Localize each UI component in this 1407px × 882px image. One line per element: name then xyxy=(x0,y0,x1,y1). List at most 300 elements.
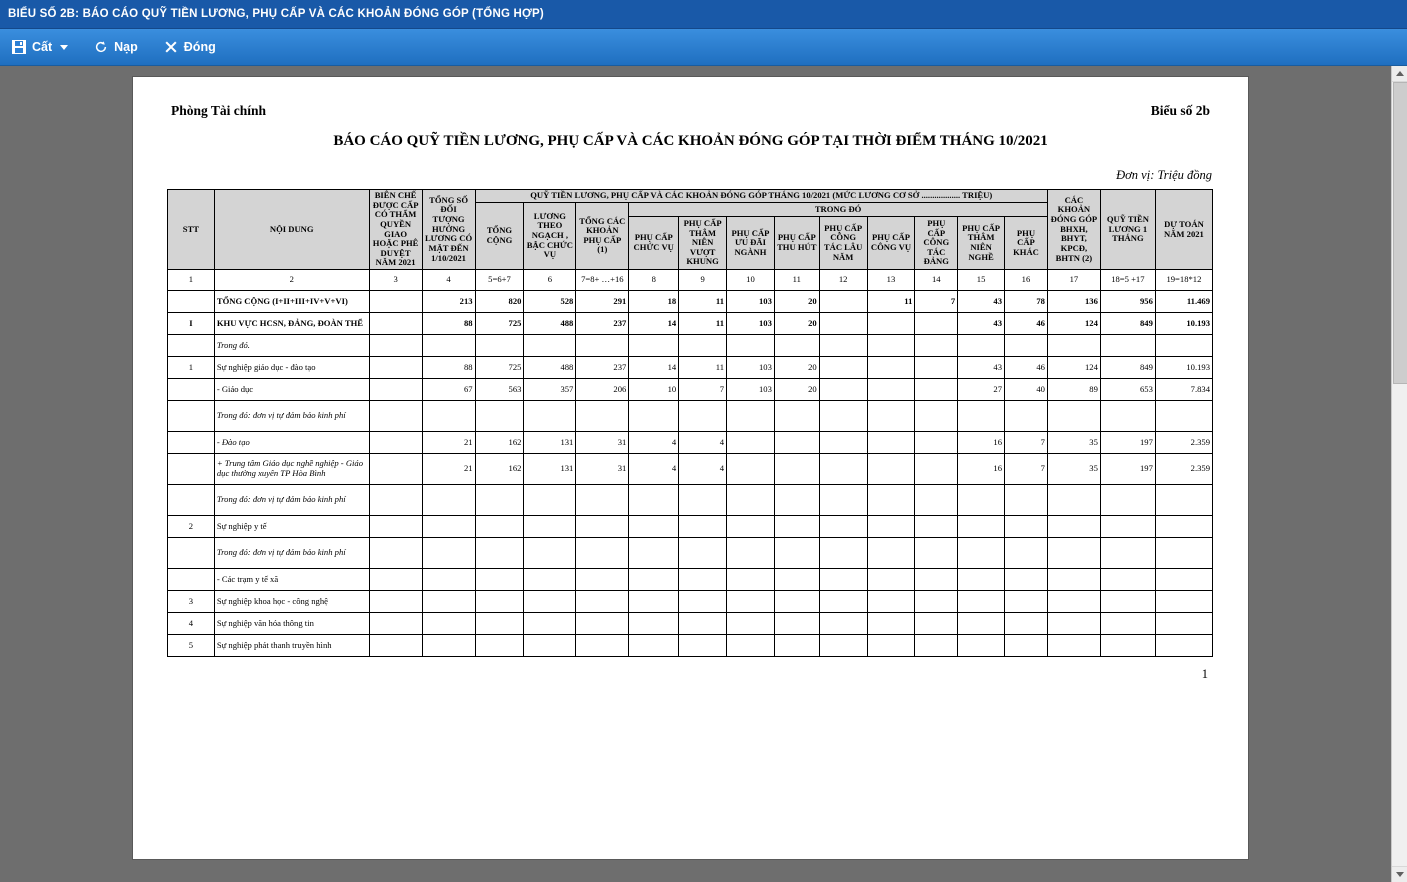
row-value-cell[interactable] xyxy=(679,569,727,591)
row-value-cell[interactable]: 11 xyxy=(679,291,727,313)
column-number-cell: 1 xyxy=(168,270,215,291)
row-value-cell[interactable] xyxy=(576,485,629,516)
save-icon xyxy=(12,40,26,54)
row-value-cell[interactable] xyxy=(774,485,819,516)
column-number-cell: 7=8+ …+16 xyxy=(576,270,629,291)
row-value-cell[interactable] xyxy=(576,401,629,432)
row-value-cell[interactable] xyxy=(524,635,576,657)
row-value-cell[interactable] xyxy=(369,357,422,379)
row-value-cell[interactable]: 103 xyxy=(727,357,775,379)
row-value-cell[interactable]: 16 xyxy=(958,454,1005,485)
row-value-cell[interactable] xyxy=(915,313,958,335)
row-value-cell[interactable] xyxy=(1100,335,1155,357)
row-value-cell[interactable] xyxy=(774,516,819,538)
row-value-cell[interactable] xyxy=(679,613,727,635)
row-value-cell[interactable] xyxy=(727,432,775,454)
row-value-cell[interactable] xyxy=(369,485,422,516)
row-value-cell[interactable]: 7 xyxy=(1005,454,1048,485)
row-value-cell[interactable] xyxy=(1047,335,1100,357)
th-pc-thu-hut: PHỤ CẤP THU HÚT xyxy=(774,217,819,270)
row-value-cell[interactable] xyxy=(629,516,679,538)
row-value-cell[interactable] xyxy=(1005,401,1048,432)
vertical-scrollbar[interactable] xyxy=(1391,66,1407,882)
row-value-cell[interactable] xyxy=(524,569,576,591)
row-value-cell[interactable] xyxy=(369,432,422,454)
column-number-cell: 19=18*12 xyxy=(1155,270,1212,291)
row-value-cell[interactable]: 11 xyxy=(679,313,727,335)
row-value-cell[interactable] xyxy=(958,591,1005,613)
th-quy-tien-luong-1-thang: QUỸ TIỀN LƯƠNG 1 THÁNG xyxy=(1100,190,1155,270)
row-value-cell[interactable]: 103 xyxy=(727,291,775,313)
row-value-cell[interactable]: 237 xyxy=(576,313,629,335)
row-value-cell[interactable] xyxy=(1100,591,1155,613)
th-pc-cong-vu: PHỤ CẤP CÔNG VỤ xyxy=(867,217,915,270)
scrollbar-thumb[interactable] xyxy=(1393,82,1407,384)
row-value-cell[interactable]: 10 xyxy=(629,379,679,401)
row-value-cell[interactable]: 4 xyxy=(629,432,679,454)
row-value-cell[interactable] xyxy=(629,485,679,516)
row-value-cell[interactable]: 11.469 xyxy=(1155,291,1212,313)
row-value-cell[interactable] xyxy=(1155,485,1212,516)
row-label: Trong đó: đơn vị tự đảm bảo kinh phí xyxy=(214,485,369,516)
table-row[interactable] xyxy=(168,291,1213,313)
row-value-cell[interactable] xyxy=(867,569,915,591)
chevron-down-icon[interactable] xyxy=(60,45,68,50)
th-cac-khoan-dong-gop: CÁC KHOẢN ĐÓNG GÓP BHXH, BHYT, KPCĐ, BHTN (2) xyxy=(1047,190,1100,270)
row-value-cell[interactable] xyxy=(369,454,422,485)
row-value-cell[interactable] xyxy=(774,401,819,432)
row-value-cell[interactable]: 653 xyxy=(1100,379,1155,401)
row-value-cell[interactable] xyxy=(915,538,958,569)
row-value-cell[interactable]: 197 xyxy=(1100,454,1155,485)
row-value-cell[interactable] xyxy=(475,613,524,635)
table-row[interactable] xyxy=(168,432,1213,454)
row-value-cell[interactable] xyxy=(819,613,867,635)
row-value-cell[interactable] xyxy=(369,291,422,313)
row-value-cell[interactable]: 40 xyxy=(1005,379,1048,401)
row-value-cell[interactable]: 206 xyxy=(576,379,629,401)
row-value-cell[interactable] xyxy=(915,635,958,657)
row-value-cell[interactable]: 124 xyxy=(1047,313,1100,335)
row-value-cell[interactable] xyxy=(576,335,629,357)
row-value-cell[interactable] xyxy=(1155,635,1212,657)
row-value-cell[interactable] xyxy=(867,454,915,485)
table-row[interactable] xyxy=(168,591,1213,613)
row-value-cell[interactable] xyxy=(422,591,475,613)
row-value-cell[interactable] xyxy=(1155,569,1212,591)
row-value-cell[interactable]: 131 xyxy=(524,432,576,454)
scroll-up-button[interactable] xyxy=(1392,66,1407,82)
row-value-cell[interactable] xyxy=(629,335,679,357)
row-value-cell[interactable]: 20 xyxy=(774,313,819,335)
row-value-cell[interactable] xyxy=(524,516,576,538)
row-value-cell[interactable] xyxy=(1155,335,1212,357)
row-value-cell[interactable] xyxy=(958,335,1005,357)
row-value-cell[interactable] xyxy=(819,635,867,657)
row-value-cell[interactable] xyxy=(422,538,475,569)
row-value-cell[interactable]: 725 xyxy=(475,357,524,379)
row-value-cell[interactable] xyxy=(1005,613,1048,635)
row-value-cell[interactable]: 35 xyxy=(1047,432,1100,454)
row-value-cell[interactable] xyxy=(1047,613,1100,635)
row-value-cell[interactable] xyxy=(422,401,475,432)
row-value-cell[interactable] xyxy=(774,635,819,657)
th-pc-tham-nien-vuot-khung: PHỤ CẤP THÂM NIÊN VƯỢT KHUNG xyxy=(679,217,727,270)
row-value-cell[interactable]: 20 xyxy=(774,291,819,313)
row-value-cell[interactable]: 31 xyxy=(576,432,629,454)
row-value-cell[interactable] xyxy=(867,357,915,379)
row-label: + Trung tâm Giáo dục nghề nghiệp - Giáo dục thường xuyên TP Hòa Bình xyxy=(214,454,369,485)
row-value-cell[interactable]: 563 xyxy=(475,379,524,401)
row-value-cell[interactable]: 11 xyxy=(679,357,727,379)
row-value-cell[interactable] xyxy=(524,538,576,569)
row-value-cell[interactable] xyxy=(524,613,576,635)
row-value-cell[interactable]: 357 xyxy=(524,379,576,401)
row-value-cell[interactable]: 528 xyxy=(524,291,576,313)
row-value-cell[interactable]: 4 xyxy=(629,454,679,485)
row-value-cell[interactable] xyxy=(369,613,422,635)
row-value-cell[interactable] xyxy=(867,613,915,635)
row-value-cell[interactable] xyxy=(915,335,958,357)
row-value-cell[interactable] xyxy=(1155,613,1212,635)
row-value-cell[interactable] xyxy=(576,569,629,591)
row-value-cell[interactable]: 956 xyxy=(1100,291,1155,313)
row-value-cell[interactable]: 43 xyxy=(958,313,1005,335)
row-value-cell[interactable] xyxy=(819,401,867,432)
row-value-cell[interactable] xyxy=(1100,401,1155,432)
row-value-cell[interactable] xyxy=(1005,538,1048,569)
row-value-cell[interactable]: 67 xyxy=(422,379,475,401)
row-value-cell[interactable] xyxy=(1100,485,1155,516)
row-value-cell[interactable]: 849 xyxy=(1100,313,1155,335)
row-value-cell[interactable] xyxy=(629,401,679,432)
row-value-cell[interactable] xyxy=(1155,538,1212,569)
row-value-cell[interactable] xyxy=(679,335,727,357)
row-value-cell[interactable] xyxy=(1100,538,1155,569)
row-value-cell[interactable] xyxy=(422,613,475,635)
row-value-cell[interactable] xyxy=(475,538,524,569)
row-value-cell[interactable] xyxy=(679,591,727,613)
row-value-cell[interactable]: 7.834 xyxy=(1155,379,1212,401)
row-value-cell[interactable] xyxy=(819,538,867,569)
save-button[interactable] xyxy=(6,36,74,58)
row-value-cell[interactable] xyxy=(1100,516,1155,538)
th-bien-che: BIÊN CHẾ ĐƯỢC CẤP CÓ THẨM QUYỀN GIAO HOẶC PHÊ DUYỆT NĂM 2021 xyxy=(369,190,422,270)
row-value-cell[interactable] xyxy=(629,591,679,613)
row-value-cell[interactable] xyxy=(369,401,422,432)
row-value-cell[interactable] xyxy=(679,635,727,657)
row-value-cell[interactable] xyxy=(867,313,915,335)
table-row[interactable] xyxy=(168,379,1213,401)
row-value-cell[interactable] xyxy=(774,335,819,357)
table-row[interactable] xyxy=(168,516,1213,538)
row-value-cell[interactable] xyxy=(369,313,422,335)
row-value-cell[interactable]: 131 xyxy=(524,454,576,485)
row-value-cell[interactable] xyxy=(958,613,1005,635)
row-value-cell[interactable] xyxy=(915,401,958,432)
row-value-cell[interactable] xyxy=(576,635,629,657)
row-value-cell[interactable] xyxy=(958,538,1005,569)
row-value-cell[interactable] xyxy=(958,569,1005,591)
row-value-cell[interactable] xyxy=(867,485,915,516)
row-value-cell[interactable] xyxy=(1047,569,1100,591)
row-value-cell[interactable] xyxy=(1005,516,1048,538)
row-value-cell[interactable] xyxy=(576,516,629,538)
row-value-cell[interactable] xyxy=(727,613,775,635)
window-title: BIỂU SỐ 2B: BÁO CÁO QUỸ TIỀN LƯƠNG, PHỤ CẤP VÀ CÁC KHOẢN ĐÓNG GÓP (TỔNG HỢP) xyxy=(8,8,544,20)
row-value-cell[interactable] xyxy=(867,591,915,613)
row-value-cell[interactable]: 237 xyxy=(576,357,629,379)
row-value-cell[interactable]: 10.193 xyxy=(1155,357,1212,379)
row-value-cell[interactable] xyxy=(422,335,475,357)
row-value-cell[interactable] xyxy=(629,569,679,591)
row-value-cell[interactable] xyxy=(1047,516,1100,538)
column-number-cell: 2 xyxy=(214,270,369,291)
row-value-cell[interactable] xyxy=(679,485,727,516)
row-value-cell[interactable] xyxy=(727,485,775,516)
row-value-cell[interactable] xyxy=(679,516,727,538)
row-value-cell[interactable] xyxy=(475,635,524,657)
row-value-cell[interactable] xyxy=(958,516,1005,538)
row-value-cell[interactable] xyxy=(727,635,775,657)
row-value-cell[interactable]: 2.359 xyxy=(1155,454,1212,485)
row-value-cell[interactable]: 11 xyxy=(867,291,915,313)
row-value-cell[interactable]: 21 xyxy=(422,432,475,454)
row-value-cell[interactable] xyxy=(1047,538,1100,569)
table-row[interactable] xyxy=(168,569,1213,591)
row-value-cell[interactable] xyxy=(727,335,775,357)
row-value-cell[interactable] xyxy=(422,569,475,591)
row-value-cell[interactable] xyxy=(774,538,819,569)
row-value-cell[interactable]: 18 xyxy=(629,291,679,313)
row-value-cell[interactable]: 20 xyxy=(774,357,819,379)
row-value-cell[interactable] xyxy=(369,591,422,613)
row-value-cell[interactable]: 136 xyxy=(1047,291,1100,313)
row-value-cell[interactable] xyxy=(915,432,958,454)
row-value-cell[interactable]: 46 xyxy=(1005,313,1048,335)
table-row[interactable] xyxy=(168,485,1213,516)
table-row[interactable] xyxy=(168,401,1213,432)
row-stt xyxy=(168,485,215,516)
scroll-down-button[interactable] xyxy=(1392,866,1407,882)
row-value-cell[interactable] xyxy=(475,335,524,357)
row-value-cell[interactable] xyxy=(576,613,629,635)
row-value-cell[interactable]: 7 xyxy=(679,379,727,401)
row-value-cell[interactable] xyxy=(867,516,915,538)
row-value-cell[interactable] xyxy=(958,485,1005,516)
toolbar xyxy=(0,29,1407,66)
row-value-cell[interactable] xyxy=(727,538,775,569)
row-value-cell[interactable] xyxy=(727,516,775,538)
refresh-icon xyxy=(94,40,108,54)
row-value-cell[interactable] xyxy=(576,538,629,569)
row-value-cell[interactable] xyxy=(475,485,524,516)
row-value-cell[interactable]: 10.193 xyxy=(1155,313,1212,335)
row-value-cell[interactable]: 89 xyxy=(1047,379,1100,401)
row-value-cell[interactable] xyxy=(1047,401,1100,432)
row-value-cell[interactable]: 4 xyxy=(679,454,727,485)
row-value-cell[interactable] xyxy=(819,335,867,357)
row-value-cell[interactable] xyxy=(369,379,422,401)
row-value-cell[interactable]: 488 xyxy=(524,313,576,335)
row-value-cell[interactable] xyxy=(369,569,422,591)
row-value-cell[interactable] xyxy=(524,335,576,357)
row-value-cell[interactable] xyxy=(774,591,819,613)
row-value-cell[interactable]: 197 xyxy=(1100,432,1155,454)
row-value-cell[interactable]: 103 xyxy=(727,313,775,335)
row-value-cell[interactable]: 88 xyxy=(422,357,475,379)
row-value-cell[interactable] xyxy=(1155,591,1212,613)
row-value-cell[interactable] xyxy=(369,538,422,569)
row-value-cell[interactable]: 162 xyxy=(475,432,524,454)
table-row[interactable] xyxy=(168,335,1213,357)
row-value-cell[interactable]: 27 xyxy=(958,379,1005,401)
row-value-cell[interactable] xyxy=(679,401,727,432)
row-value-cell[interactable] xyxy=(867,432,915,454)
row-value-cell[interactable]: 213 xyxy=(422,291,475,313)
row-value-cell[interactable] xyxy=(727,401,775,432)
row-value-cell[interactable] xyxy=(958,635,1005,657)
table-row[interactable] xyxy=(168,635,1213,657)
row-value-cell[interactable]: 820 xyxy=(475,291,524,313)
row-value-cell[interactable] xyxy=(679,538,727,569)
row-value-cell[interactable] xyxy=(774,454,819,485)
row-value-cell[interactable]: 16 xyxy=(958,432,1005,454)
row-value-cell[interactable] xyxy=(867,335,915,357)
row-value-cell[interactable]: 7 xyxy=(1005,432,1048,454)
row-value-cell[interactable] xyxy=(819,291,867,313)
table-row[interactable] xyxy=(168,357,1213,379)
row-value-cell[interactable] xyxy=(475,516,524,538)
row-value-cell[interactable] xyxy=(915,485,958,516)
row-value-cell[interactable] xyxy=(819,379,867,401)
row-value-cell[interactable] xyxy=(819,454,867,485)
row-value-cell[interactable] xyxy=(1155,401,1212,432)
row-value-cell[interactable] xyxy=(819,591,867,613)
row-value-cell[interactable] xyxy=(727,454,775,485)
reload-button[interactable] xyxy=(88,36,144,58)
row-value-cell[interactable] xyxy=(422,516,475,538)
row-stt xyxy=(168,432,215,454)
row-value-cell[interactable] xyxy=(369,516,422,538)
row-value-cell[interactable] xyxy=(958,401,1005,432)
row-value-cell[interactable] xyxy=(1005,635,1048,657)
row-value-cell[interactable] xyxy=(369,635,422,657)
row-value-cell[interactable]: 88 xyxy=(422,313,475,335)
row-value-cell[interactable] xyxy=(524,485,576,516)
row-value-cell[interactable] xyxy=(819,313,867,335)
row-value-cell[interactable] xyxy=(727,569,775,591)
row-value-cell[interactable]: 4 xyxy=(679,432,727,454)
row-value-cell[interactable]: 14 xyxy=(629,313,679,335)
row-value-cell[interactable] xyxy=(819,569,867,591)
row-value-cell[interactable] xyxy=(819,516,867,538)
row-value-cell[interactable] xyxy=(422,485,475,516)
row-value-cell[interactable] xyxy=(475,591,524,613)
row-value-cell[interactable] xyxy=(819,485,867,516)
row-value-cell[interactable] xyxy=(1005,485,1048,516)
row-value-cell[interactable] xyxy=(819,357,867,379)
row-value-cell[interactable]: 488 xyxy=(524,357,576,379)
row-value-cell[interactable] xyxy=(524,591,576,613)
row-value-cell[interactable] xyxy=(1100,569,1155,591)
row-value-cell[interactable] xyxy=(915,357,958,379)
row-value-cell[interactable] xyxy=(867,379,915,401)
row-value-cell[interactable]: 31 xyxy=(576,454,629,485)
row-value-cell[interactable] xyxy=(915,516,958,538)
row-value-cell[interactable] xyxy=(1047,485,1100,516)
row-label: Sự nghiệp y tế xyxy=(214,516,369,538)
row-value-cell[interactable] xyxy=(1100,613,1155,635)
row-value-cell[interactable] xyxy=(774,613,819,635)
row-value-cell[interactable] xyxy=(1005,591,1048,613)
table-row[interactable] xyxy=(168,313,1213,335)
row-value-cell[interactable]: 78 xyxy=(1005,291,1048,313)
row-value-cell[interactable] xyxy=(867,635,915,657)
row-value-cell[interactable] xyxy=(867,401,915,432)
row-value-cell[interactable]: 43 xyxy=(958,357,1005,379)
chevron-down-icon xyxy=(1396,872,1404,877)
row-value-cell[interactable]: 124 xyxy=(1047,357,1100,379)
row-value-cell[interactable]: 7 xyxy=(915,291,958,313)
row-value-cell[interactable]: 725 xyxy=(475,313,524,335)
row-value-cell[interactable] xyxy=(1047,591,1100,613)
row-value-cell[interactable] xyxy=(1100,635,1155,657)
row-value-cell[interactable] xyxy=(1155,516,1212,538)
table-row[interactable] xyxy=(168,613,1213,635)
close-button[interactable] xyxy=(158,36,222,58)
row-value-cell[interactable] xyxy=(475,401,524,432)
row-value-cell[interactable] xyxy=(867,538,915,569)
row-value-cell[interactable]: 21 xyxy=(422,454,475,485)
row-value-cell[interactable] xyxy=(629,635,679,657)
row-value-cell[interactable]: 35 xyxy=(1047,454,1100,485)
row-value-cell[interactable]: 849 xyxy=(1100,357,1155,379)
row-value-cell[interactable] xyxy=(915,569,958,591)
row-value-cell[interactable] xyxy=(915,454,958,485)
row-value-cell[interactable]: 2.359 xyxy=(1155,432,1212,454)
row-value-cell[interactable] xyxy=(576,591,629,613)
row-value-cell[interactable] xyxy=(629,613,679,635)
row-value-cell[interactable] xyxy=(727,591,775,613)
row-value-cell[interactable] xyxy=(524,401,576,432)
row-value-cell[interactable] xyxy=(774,569,819,591)
row-value-cell[interactable]: 20 xyxy=(774,379,819,401)
report-page xyxy=(133,77,1248,859)
row-value-cell[interactable]: 291 xyxy=(576,291,629,313)
row-value-cell[interactable] xyxy=(369,335,422,357)
row-stt xyxy=(168,538,215,569)
row-value-cell[interactable] xyxy=(819,432,867,454)
row-value-cell[interactable] xyxy=(422,635,475,657)
row-value-cell[interactable]: 103 xyxy=(727,379,775,401)
row-value-cell[interactable] xyxy=(475,569,524,591)
row-value-cell[interactable]: 43 xyxy=(958,291,1005,313)
table-row[interactable] xyxy=(168,538,1213,569)
row-value-cell[interactable] xyxy=(1005,569,1048,591)
row-value-cell[interactable] xyxy=(1005,335,1048,357)
row-value-cell[interactable] xyxy=(915,591,958,613)
row-value-cell[interactable]: 46 xyxy=(1005,357,1048,379)
row-value-cell[interactable]: 14 xyxy=(629,357,679,379)
row-value-cell[interactable] xyxy=(915,613,958,635)
row-value-cell[interactable]: 162 xyxy=(475,454,524,485)
row-value-cell[interactable] xyxy=(629,538,679,569)
row-value-cell[interactable] xyxy=(1047,635,1100,657)
table-row[interactable] xyxy=(168,454,1213,485)
row-value-cell[interactable] xyxy=(915,379,958,401)
row-value-cell[interactable] xyxy=(774,432,819,454)
